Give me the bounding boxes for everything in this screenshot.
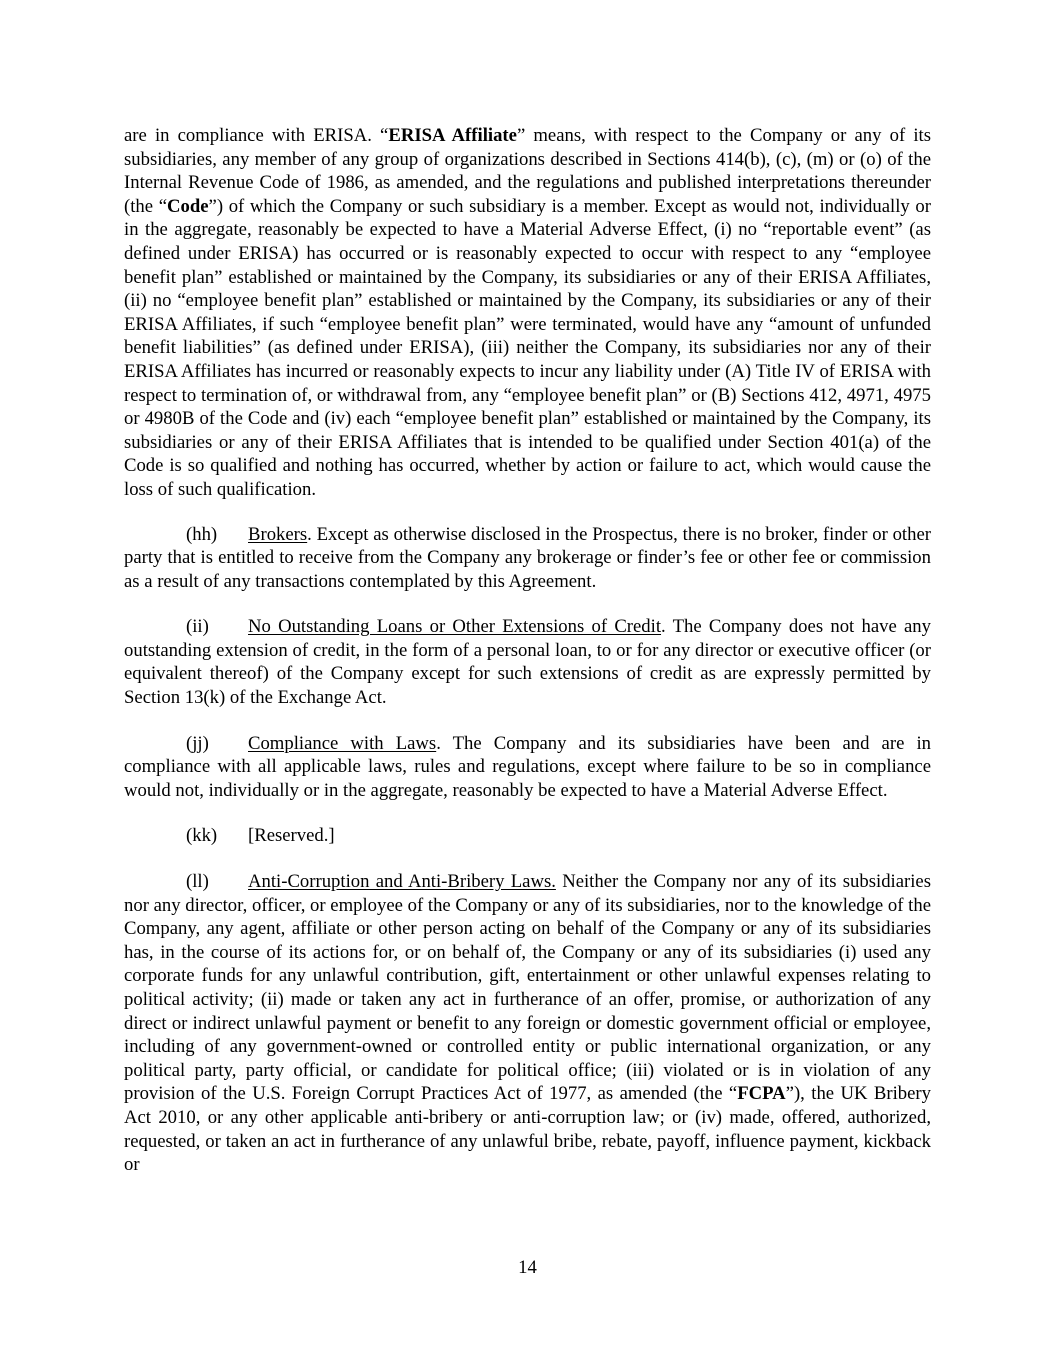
section-heading-brokers: Brokers bbox=[248, 523, 308, 545]
section-label-ii: (ii) bbox=[186, 616, 209, 638]
defined-term-fcpa: FCPA bbox=[737, 1083, 786, 1105]
section-text-jj: . The Company and its subsidiaries have been and are in compliance with all applicable laws, rules and regulations, except where failure to be so in compliance would not, individually or in the aggregate, reasonably be expected to have a Material Adverse Effect. bbox=[124, 732, 931, 801]
section-text-kk: [Reserved.] bbox=[248, 825, 335, 847]
section-text-ii: . The Company does not have any outstanding extension of credit, in the form of a personal loan, to or for any director or executive officer (or equivalent thereof) of the Company except for such extensions of credit as are expressly permitted by Section 13(k) of the Exchange Act. bbox=[124, 616, 931, 709]
section-heading-anti-corruption: Anti-Corruption and Anti-Bribery Laws. bbox=[248, 871, 556, 893]
section-text-ll-1: Neither the Company nor any of its subsidiaries nor any director, officer, or employee of the Company or any of its subsidiaries, nor to the knowledge of the Company, any agent, affiliate or other person acting on behalf of the Company or any of its subsidiaries has, in the course of its actions for, or on behalf of, the Company or any of its subsidiaries (i) used any corporate funds for any unlawful contribution, gift, entertainment or other unlawful expenses relating to political activity; (ii) made or taken any act in furtherance of an offer, promise, or authorization of any direct or indirect unlawful payment or benefit to any foreign or domestic government official or employee, including of any government-owned or controlled entity or public international organization, or any political party, party official, or candidate for political office; (iii) violated or is in violation of any provision of the U.S. Foreign Corrupt Practices Act of 1977, as amended (the “ bbox=[124, 871, 932, 1105]
section-heading-no-outstanding-loans: No Outstanding Loans or Other Extensions of Credit bbox=[248, 616, 662, 638]
erisa-text-2: ” means, with respect to the Company or any of its subsidiaries, any member of any group of organizations described in Sections 414(b), (c), (m) or (o) of the Internal Revenue Code of 1986, as amended, and the regulations and published interpretations thereunder (the “ bbox=[124, 125, 931, 217]
section-label-jj: (jj) bbox=[186, 732, 209, 754]
paragraph-erisa-continuation bbox=[124, 124, 931, 502]
paragraph-kk-reserved bbox=[124, 824, 931, 848]
section-text-ll-2: ”), the UK Bribery Act 2010, or any other applicable anti-bribery or anti-corruption law; or (iv) made, offered, authorized, requested, or taken an act in furtherance of any unlawful bribe, rebate, payoff, influence payment, kickback or bbox=[124, 1083, 931, 1176]
defined-term-erisa-affiliate: ERISA Affiliate bbox=[388, 125, 517, 146]
document-page bbox=[124, 124, 931, 1199]
section-heading-compliance-with-laws: Compliance with Laws bbox=[248, 732, 437, 754]
erisa-text-1: are in compliance with ERISA. “ bbox=[124, 125, 389, 146]
section-label-ll: (ll) bbox=[186, 871, 209, 893]
paragraph-hh-brokers bbox=[124, 523, 931, 594]
defined-term-code: Code bbox=[167, 195, 209, 217]
section-label-kk: (kk) bbox=[186, 825, 218, 847]
paragraph-ii-no-outstanding-loans bbox=[124, 615, 931, 709]
paragraph-ll-anti-corruption bbox=[124, 870, 931, 1177]
section-label-hh: (hh) bbox=[186, 523, 218, 545]
page-number: 14 bbox=[518, 1257, 537, 1278]
erisa-text-3: ”) of which the Company or such subsidiary is a member. Except as would not, individually or in the aggregate, reasonably be expected to have a Material Adverse Effect, (i) no “reportable event” (as defined under ERISA) has occurred or is reasonably expected to occur with respect to any “employee benefit plan” established or maintained by the Company, its subsidiaries or any of their ERISA Affiliates, (ii) no “employee benefit plan” established or maintained by the Company, its subsidiaries or any of their ERISA Affiliates, if such “employee benefit plan” were terminated, would have any “amount of unfunded benefit liabilities” (as defined under ERISA), (iii) neither the Company, its subsidiaries nor any of their ERISA Affiliates has incurred or reasonably expects to incur any liability under (A) Title IV of ERISA with respect to termination of, or withdrawal from, any “employee benefit plan” or (B) Sections 412, 4971, 4975 or 4980B of the Code and (iv) each “employee benefit plan” established or maintained by the Company, its subsidiaries or any of their ERISA Affiliates that is intended to be qualified under Section 401(a) of the Code is so qualified and nothing has occurred, whether by action or failure to act, which would cause the loss of such qualification. bbox=[124, 195, 931, 500]
paragraph-jj-compliance-with-laws bbox=[124, 732, 931, 803]
section-text-hh: . Except as otherwise disclosed in the Prospectus, there is no broker, finder or other party that is entitled to receive from the Company any brokerage or finder’s fee or other fee or commission as a result of any transactions contemplated by this Agreement. bbox=[124, 523, 931, 592]
